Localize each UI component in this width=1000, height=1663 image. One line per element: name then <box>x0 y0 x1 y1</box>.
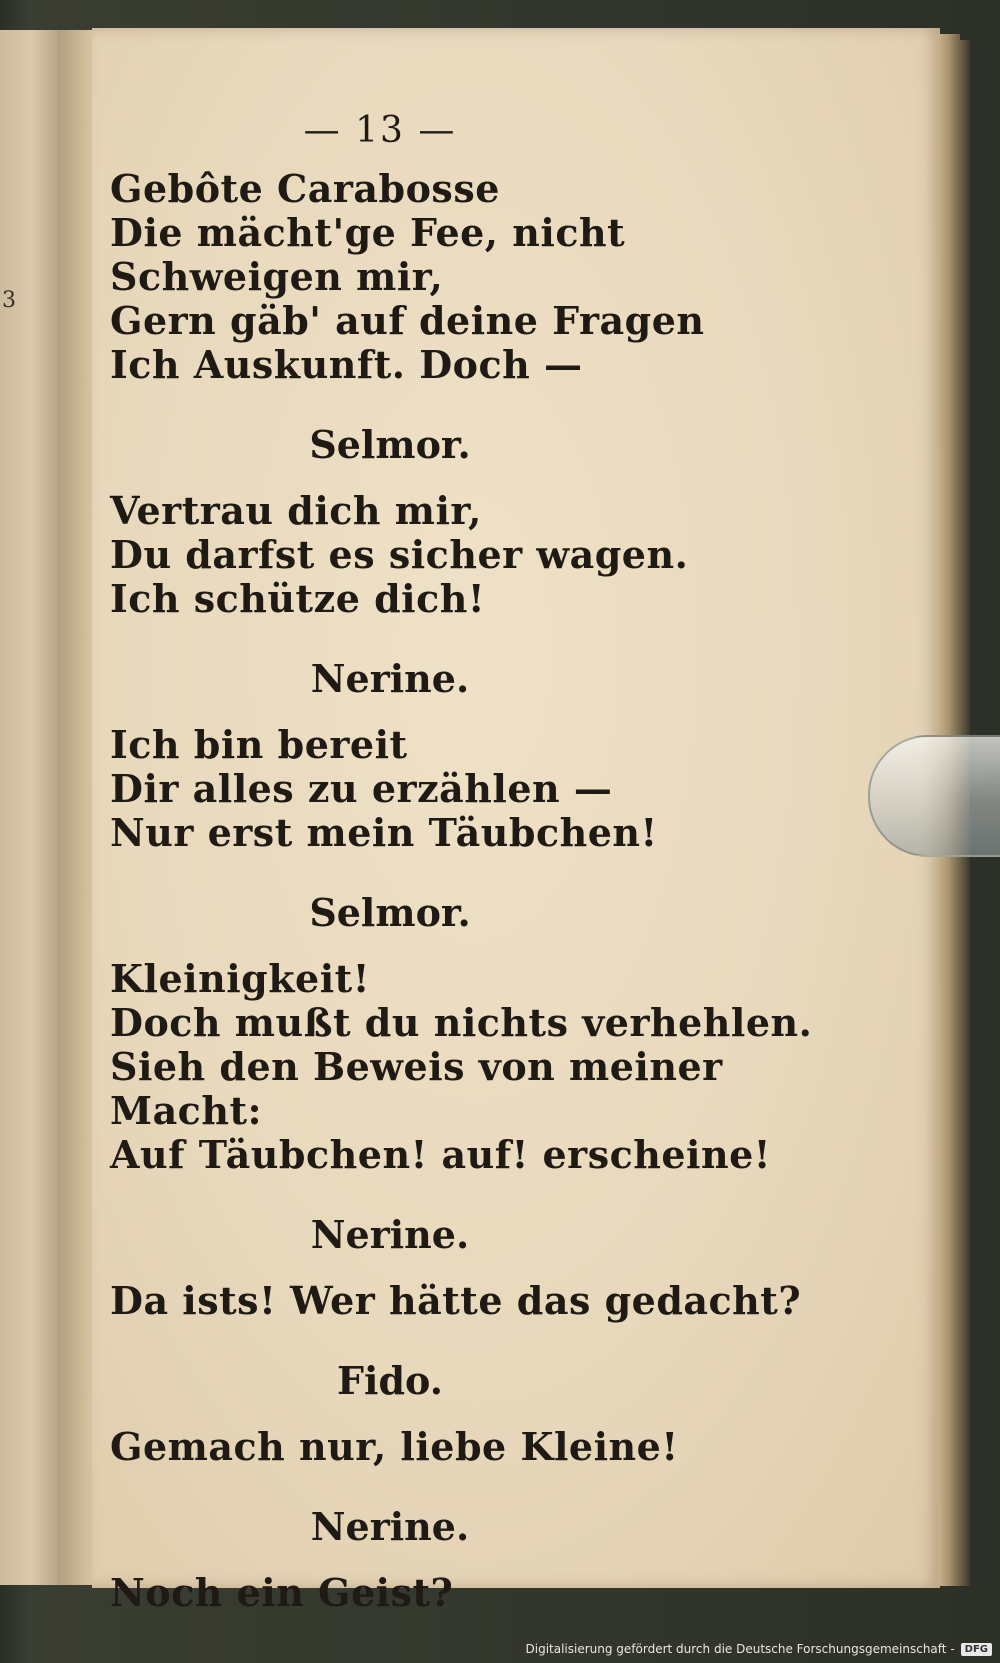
verse-line: Du darfst es sicher wagen. <box>110 532 689 577</box>
verse-line: Vertrau dich mir, <box>110 488 482 533</box>
speaker-name: Selmor. <box>309 890 471 935</box>
text-block-3 <box>110 957 870 1177</box>
left-page-mark: 3 <box>2 288 16 313</box>
speaker-name: Nerine. <box>310 656 470 701</box>
verse-line: Gemach nur, liebe Kleine! <box>110 1424 679 1469</box>
page-holder-clip <box>868 735 1000 857</box>
speaker-name: Selmor. <box>309 422 471 467</box>
verse-line: Ich schütze dich! <box>110 576 486 621</box>
verse-line: Dir alles zu erzählen — <box>110 766 613 811</box>
verse-line: Nur erst mein Täubchen! <box>110 810 658 855</box>
text-block-5 <box>110 1425 870 1469</box>
verse-line: Kleinigkeit! <box>110 956 370 1001</box>
speaker-name: Nerine. <box>310 1504 470 1549</box>
text-block-6 <box>110 1571 870 1615</box>
verse-line: Die mächt'ge Fee, nicht Schweigen mir, <box>110 210 626 299</box>
verse-line: Doch mußt du nichts verhehlen. <box>110 1000 813 1045</box>
verse-line: Noch ein Geist? <box>110 1570 454 1615</box>
page-text <box>110 110 870 1615</box>
verse-line: Ich Auskunft. Doch — <box>110 342 583 387</box>
verse-line: Ich bin bereit <box>110 722 408 767</box>
page-number: — 13 — <box>303 110 457 151</box>
dfg-logo: DFG <box>961 1643 992 1656</box>
verse-line: Auf Täubchen! auf! erscheine! <box>110 1132 771 1177</box>
text-block-2 <box>110 723 870 855</box>
digitization-footer <box>526 1639 993 1659</box>
verse-line: Da ists! Wer hätte das gedacht? <box>110 1278 802 1323</box>
text-block-1 <box>110 489 870 621</box>
text-block-4 <box>110 1279 870 1323</box>
verse-line: Gebôte Carabosse <box>110 166 500 211</box>
speaker-name: Fido. <box>337 1358 443 1403</box>
text-block-0 <box>110 167 870 387</box>
speaker-name: Nerine. <box>310 1212 470 1257</box>
left-page-edge <box>0 30 60 1585</box>
footer-text: Digitalisierung gefördert durch die Deutsche Forschungsgemeinschaft - <box>525 1642 955 1656</box>
verse-line: Sieh den Beweis von meiner Macht: <box>110 1044 723 1133</box>
verse-line: Gern gäb' auf deine Fragen <box>110 298 705 343</box>
